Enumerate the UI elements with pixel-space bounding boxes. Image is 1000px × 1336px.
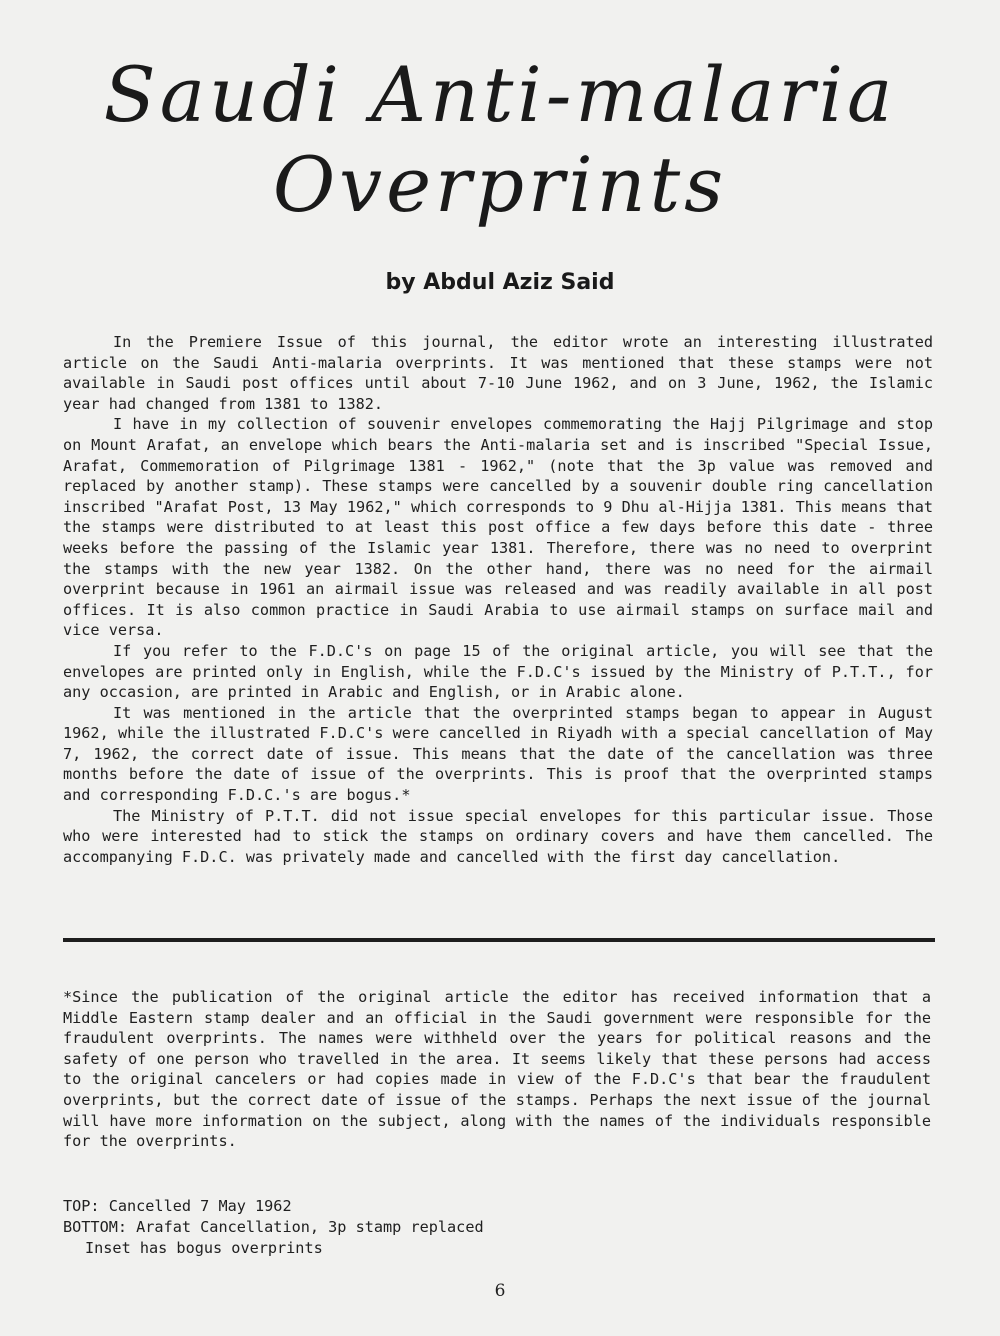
body-paragraph-3: If you refer to the F.D.C's on page 15 of the original article, you will see that the envelopes are printed only in English, while the F.D.C's issued by the Ministry of P.T.T., for any occasion, are printed in Arabic and English, or in Arabic alone. (63, 641, 933, 702)
body-paragraph-2: I have in my collection of souvenir envelopes commemorating the Hajj Pilgrimage and stop on Mount Arafat, an envelope which bears the Anti-malaria set and is inscribed "Special Issue, Arafat, Commemoration of Pilgrimage 1381 - 1962," (note that the 3p value was removed and replaced by another stamp). These stamps were cancelled by a souvenir double ring cancellation inscribed "Arafat Post, 13 May 1962," which corresponds to 9 Dhu al-Hijja 1381. This means that the stamps were distributed to at least this post office a few days before this date - three weeks before the passing of the Islamic year 1381. Therefore, there was no need to overprint the stamps with the new year 1382. On the other hand, there was no need for the airmail overprint because in 1961 an airmail issue was released and was readily available in all post offices. It is also common practice in Saudi Arabia to use airmail stamps on surface mail and vice versa. (63, 415, 933, 640)
page-number: 6 (494, 1281, 506, 1301)
caption-top: TOP: Cancelled 7 May 1962 (63, 1197, 292, 1215)
body-paragraph-1: In the Premiere Issue of this journal, the editor wrote an interesting illustrated article on the Saudi Anti-malaria overprints. It was mentioned that these stamps were not available in Saudi post offices until about 7-10 June 1962, and on 3 June, 1962, the Islamic year had changed from 1381 to 1382. (63, 333, 933, 413)
article-byline: by Abdul Aziz Said (385, 270, 615, 295)
article-title-line-1: Saudi Anti-malaria (103, 50, 897, 139)
caption-inset: Inset has bogus overprints (85, 1239, 323, 1257)
illustration-captions (63, 1196, 484, 1259)
caption-bottom: BOTTOM: Arafat Cancellation, 3p stamp replaced (63, 1218, 484, 1236)
body-paragraph-5: The Ministry of P.T.T. did not issue special envelopes for this particular issue. Those who were interested had to stick the stamps on ordinary covers and have them cancelled. The accompanying F.D.C. was privately made and cancelled with the first day cancellation. (63, 806, 933, 866)
article-body (63, 332, 933, 867)
section-divider (63, 938, 935, 942)
body-paragraph-4: It was mentioned in the article that the overprinted stamps began to appear in August 1962, while the illustrated F.D.C's were cancelled in Riyadh with a special cancellation of May 7, 1962, the correct date of issue. This means that the date of the cancellation was three months before the date of issue of the overprints. This is proof that the overprinted stamps and corresponding F.D.C.'s are bogus.* (63, 703, 933, 805)
footnote: *Since the publication of the original article the editor has received information that a Middle Eastern stamp dealer and an official in the Saudi government were responsible for the fraudulent overprints. The names were withheld over the years for political reasons and the safety of one person who travelled in the area. It seems likely that these persons had access to the original cancelers or had copies made in view of the F.D.C's that bear the fraudulent overprints, but the correct date of issue of the stamps. Perhaps the next issue of the journal will have more information on the subject, along with the names of the individuals responsible for the overprints. (63, 988, 931, 1151)
article-title-line-2: Overprints (272, 140, 728, 229)
